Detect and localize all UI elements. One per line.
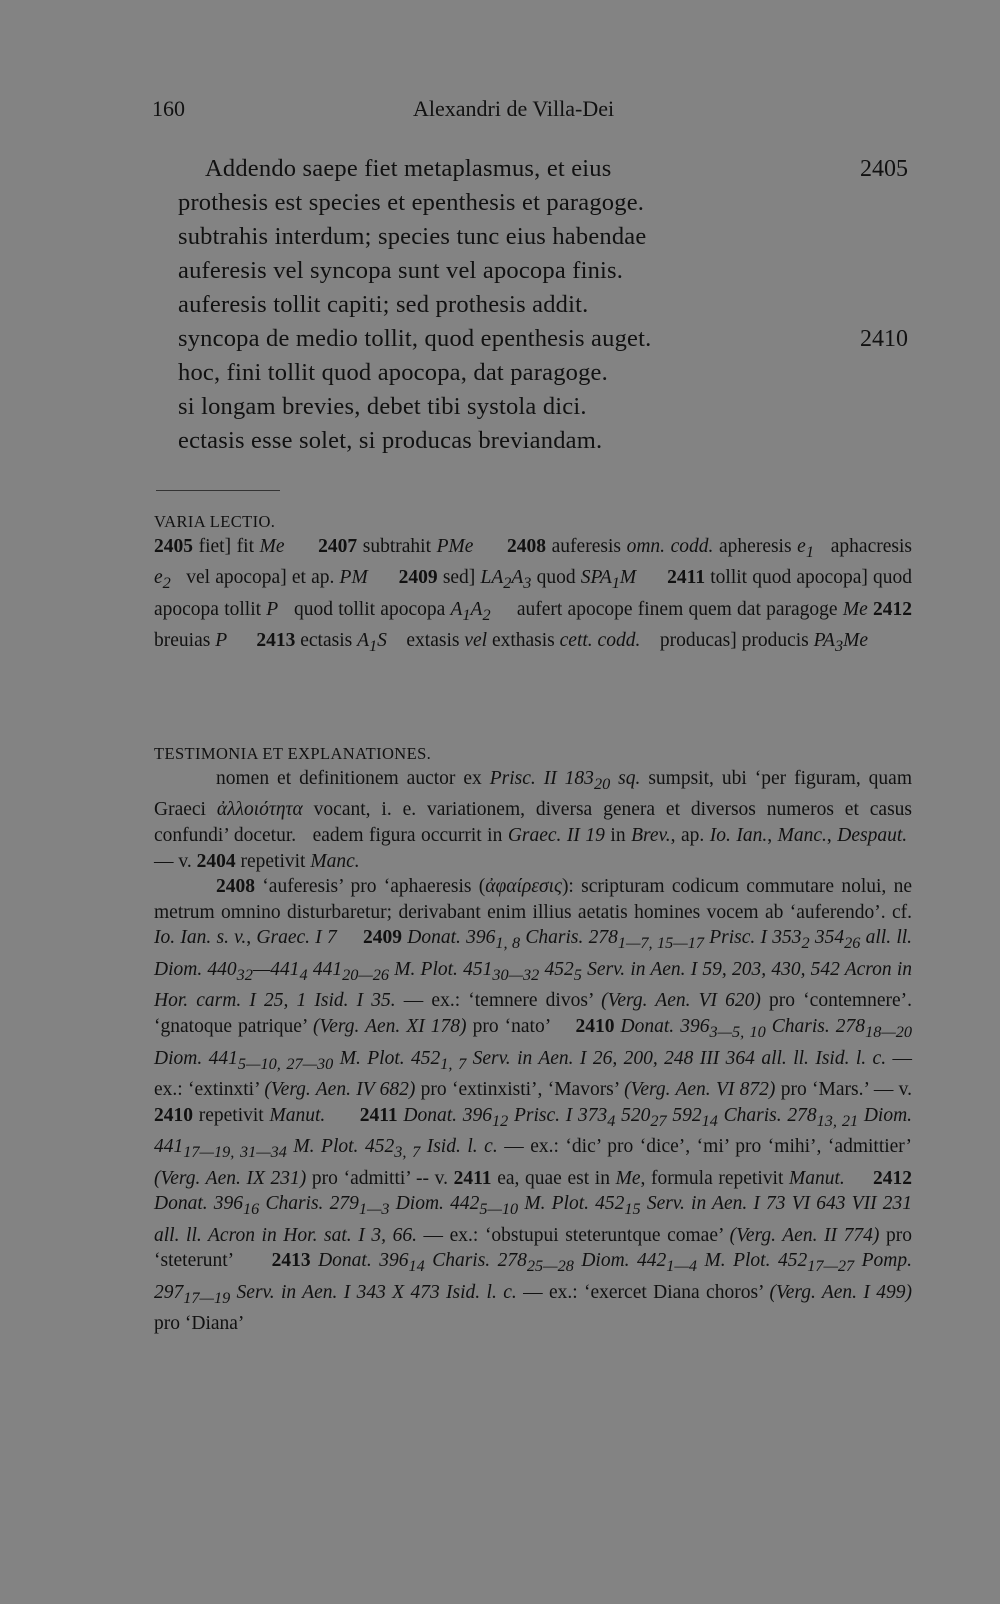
- verse-line: [178, 424, 908, 458]
- page-number: 160: [152, 96, 185, 121]
- section-divider: [156, 490, 280, 491]
- line-number: 2410: [860, 326, 908, 352]
- verse-text: Addendo saepe fiet metaplasmus, et eius: [205, 155, 612, 182]
- verse-line: [178, 152, 908, 186]
- commentary-paragraph: 2408 ‘auferesis’ pro ‘aphaeresis (ἀφαίρεσις): scripturam codicum commutare nolui, ne metrum omnino disturbaretur; derivabant enim illius aetatis homines vocem ab ‘auferendo’. cf. Io. Ian. s. v., Graec. I 7 2409 Donat. $396_{1, 8}$ Charis. $278_{1—7, 15—17}$ Prisc. I $353_2$ $354_{26}$ all. ll. Diom. $440_{32}—441_4$ $441_{20—26}$ M. Plot. $451_{30—32}$ $452_5$ Serv. in Aen. I 59, 203, 430, 542 Acron in Hor. carm. I 25, 1 Isid. I 35. — ex.: ‘temnere divos’ (Verg. Aen. VI 620) pro ‘contemnere’. ‘gnatoque patrique’ (Verg. Aen. XI 178) pro ‘nato’ 2410 Donat. $396_{3—5, 10}$ Charis. $278_{18—20}$ Diom. $441_{5—10, 27—30}$ M. Plot. $452_{1, 7}$ Serv. in Aen. I 26, 200, 248 III 364 all. ll. Isid. l. c. — ex.: ‘extinxti’ (Verg. Aen. IV 682) pro ‘extinxisti’, ‘Mavors’ (Verg. Aen. VI 872) pro ‘Mars.’ — v. 2410 repetivit Manut. 2411 Donat. $396_{12}$ Prisc. I $373_4$ $520_{27}$ $592_{14}$ Charis. $278_{13, 21}$ Diom. $441_{17—19, 31—34}$ M. Plot. $452_{3, 7}$ Isid. l. c. — ex.: ‘dic’ pro ‘dice’, ‘mi’ pro ‘mihi’, ‘admittier’ (Verg. Aen. IX 231) pro ‘admitti’ -- v. 2411 ea, quae est in Me, formula repetivit Manut. 2412 Donat. $396_{16}$ Charis. $279_{1—3}$ Diom. $442_{5—10}$ M. Plot. $452_{15}$ Serv. in Aen. I 73 VI 643 VII 231 all. ll. Acron in Hor. sat. I 3, 66. — ex.: ‘obstupui steteruntque comae’ (Verg. Aen. II 774) pro ‘steterunt’ 2413 Donat. $396_{14}$ Charis. $278_{25—28}$ Diom. $442_{1—4}$ M. Plot. $452_{17—27}$ Pomp. $297_{17—19}$ Serv. in Aen. I 343 X 473 Isid. l. c. — ex.: ‘exercet Diana choros’ (Verg. Aen. I 499) pro ‘Diana’: [154, 876, 913, 1335]
- apparatus-text: 2405 fiet] fit Me 2407 subtrahit PMe 2408 auferesis omn. codd. apheresis $e_1$ aphacresis $e_2$ vel apocopa] et ap. PM 2409 sed] $LA_2A_3$ quod $SPA_1M$ 2411 tollit quod apocopa] quod apocopa tollit P quod tollit apocopa $A_1A_2$ aufert apocope finem quem dat paragoge Me 2412 breuias P 2413 ectasis $A_1S$ extasis vel exthasis cett. codd. producas] producis $PA_3Me$: [154, 536, 913, 656]
- verse-text: auferesis vel syncopa sunt vel apocopa finis.: [178, 257, 624, 284]
- page-header: [152, 96, 908, 126]
- verse-line: [178, 220, 908, 254]
- section-title: TESTIMONIA ET EXPLANATIONES.: [154, 744, 432, 763]
- verse-line: [178, 288, 908, 322]
- line-number: 2405: [860, 156, 908, 182]
- verse-text: subtrahis interdum; species tunc eius habendae: [178, 223, 647, 250]
- verse-line: [178, 254, 908, 288]
- verse-line: [178, 186, 908, 220]
- commentary-text: [154, 766, 912, 1337]
- verse-text: ectasis esse solet, si producas breviandam.: [178, 427, 603, 454]
- verse-line: [178, 390, 908, 424]
- varia-lectio-section: [154, 509, 912, 660]
- commentary-paragraph: nomen et definitionem auctor ex Prisc. II $183_{20}$ sq. sumpsit, ubi ‘per figuram, quam Graeci ἀλλοιότητα vocant, i. e. variationem, diversa genera et diversos numeros et casus confundi’ docetur. eadem figura occurrit in Graec. II 19 in Brev., ap. Io. Ian., Manc., Despaut. — v. 2404 repetivit Manc.: [154, 768, 913, 872]
- section-title: VARIA LECTIO.: [154, 512, 276, 531]
- verse-text: si longam brevies, debet tibi systola dici.: [178, 393, 587, 420]
- running-title: Alexandri de Villa-Dei: [413, 96, 615, 121]
- verse-line: [178, 356, 908, 390]
- verse-text: prothesis est species et epenthesis et paragoge.: [178, 189, 645, 216]
- verse-line: [178, 322, 908, 356]
- verse-text: syncopa de medio tollit, quod epenthesis auget.: [178, 325, 652, 352]
- testimonia-section: [154, 741, 912, 1337]
- verse-text: hoc, fini tollit quod apocopa, dat paragoge.: [178, 359, 608, 386]
- poem-text: [178, 152, 908, 458]
- verse-text: auferesis tollit capiti; sed prothesis addit.: [178, 291, 589, 318]
